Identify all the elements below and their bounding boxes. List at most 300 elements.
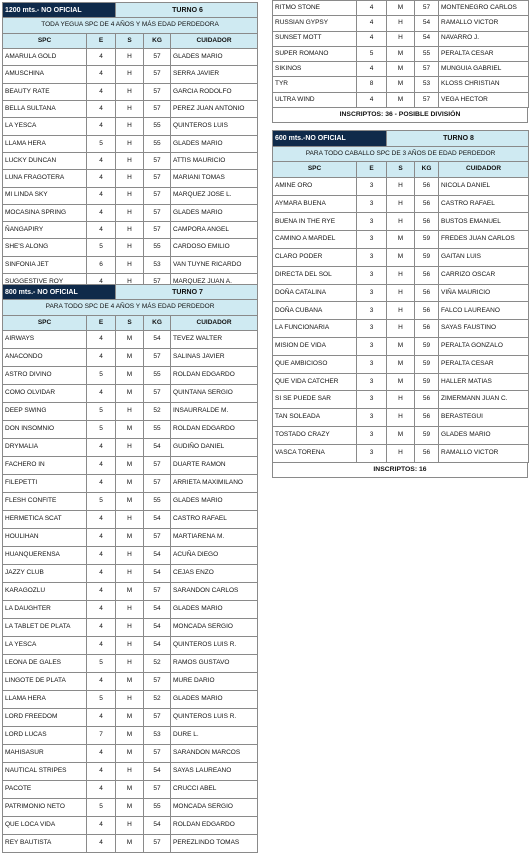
horse-name: AMARULA GOLD [3,49,87,66]
horse-name: REY BAUTISTA [3,835,87,853]
table-row [273,46,529,61]
trainer: SAYAS FAUSTINO [439,320,529,338]
sex: H [387,391,415,409]
race-continuation-rows [273,1,529,108]
horse-name: SUPER ROMANO [273,46,357,61]
horse-name: LORD LUCAS [3,727,87,745]
weight: 56 [415,302,439,320]
race-600-footer: INSCRIPTOS: 16 [272,463,528,478]
sex: M [387,46,415,61]
table-row [3,547,258,565]
race-600-turno: TURNO 8 [387,131,529,147]
table-row [273,337,529,355]
weight: 59 [415,355,439,373]
trainer: CASTRO RAFAEL [439,195,529,213]
trainer: CARDOSO EMILIO [171,239,258,256]
age: 4 [87,187,116,204]
trainer: SAYAS LAUREANO [171,763,258,781]
weight: 59 [415,248,439,266]
trainer: SARANDON CARLOS [171,583,258,601]
trainer: ACUÑA DIEGO [171,547,258,565]
table-row [273,31,529,46]
weight: 57 [144,709,171,727]
table-row [273,391,529,409]
horse-name: CLARO PODER [273,248,357,266]
sex: H [116,274,144,291]
age: 8 [357,77,387,92]
table-row [3,457,258,475]
weight: 54 [144,619,171,637]
weight: 56 [415,320,439,338]
table-row [3,403,258,421]
trainer: GLADES MARIO [439,426,529,444]
age: 4 [357,92,387,107]
sex: H [116,66,144,83]
sex: H [116,691,144,709]
horse-name: LORD FREEDOM [3,709,87,727]
trainer: DURE L. [171,727,258,745]
horse-name: DON INSOMNIO [3,421,87,439]
trainer: GLADES MARIO [171,691,258,709]
age: 4 [87,529,116,547]
race-600-rows [273,177,529,462]
weight: 57 [144,204,171,221]
age: 3 [357,391,387,409]
table-row [3,204,258,221]
sex: H [116,619,144,637]
sex: M [387,92,415,107]
table-row [273,444,529,462]
age: 4 [87,66,116,83]
age: 4 [357,31,387,46]
trainer: RAMALLO VICTOR [439,444,529,462]
sex: M [116,835,144,853]
age: 3 [357,177,387,195]
col-e: E [87,33,116,48]
sex: M [116,475,144,493]
weight: 56 [415,409,439,427]
sex: H [116,152,144,169]
weight: 53 [144,256,171,273]
age: 5 [87,239,116,256]
table-row [273,177,529,195]
age: 5 [87,493,116,511]
weight: 57 [144,66,171,83]
sex: M [116,457,144,475]
age: 4 [87,673,116,691]
weight: 54 [415,31,439,46]
weight: 57 [144,187,171,204]
age: 3 [357,195,387,213]
sex: H [116,547,144,565]
horse-name: BUENA IN THE RYE [273,213,357,231]
sex: H [387,302,415,320]
horse-name: DRYMALIA [3,439,87,457]
trainer: ROLDAN EDGARDO [171,367,258,385]
trainer: PERALTA CESAR [439,46,529,61]
weight: 57 [144,222,171,239]
sex: H [116,118,144,135]
sex: M [387,426,415,444]
trainer: SERRA JAVIER [171,66,258,83]
trainer: ATTIS MAURICIO [171,152,258,169]
col-e: E [87,315,116,330]
table-row [3,511,258,529]
race-1200-rows [3,49,258,291]
age: 3 [357,373,387,391]
sex: M [116,421,144,439]
weight: 57 [144,781,171,799]
weight: 57 [144,274,171,291]
table-row [273,426,529,444]
horse-name: FILEPETTI [3,475,87,493]
weight: 57 [144,529,171,547]
age: 4 [87,565,116,583]
sex: M [116,367,144,385]
trainer: GLADES MARIO [171,493,258,511]
col-e: E [357,162,387,177]
age: 4 [87,475,116,493]
table-row [3,583,258,601]
trainer: DUARTE RAMON [171,457,258,475]
weight: 57 [144,745,171,763]
sex: H [116,204,144,221]
weight: 54 [144,637,171,655]
weight: 55 [144,421,171,439]
weight: 57 [415,92,439,107]
horse-name: SINFONIA JET [3,256,87,273]
col-cuidador: CUIDADOR [171,33,258,48]
horse-name: HOULIHAN [3,529,87,547]
age: 4 [87,170,116,187]
horse-name: DOÑA CATALINA [273,284,357,302]
weight: 56 [415,213,439,231]
trainer: QUINTEROS LUIS R. [171,637,258,655]
table-row [3,135,258,152]
trainer: MARQUEZ JOSE L. [171,187,258,204]
race-1200-distance: 1200 mts.- NO OFICIAL [3,3,116,18]
trainer: PERALTA CESAR [439,355,529,373]
weight: 56 [415,177,439,195]
horse-name: DIRECTA DEL SOL [273,266,357,284]
weight: 53 [144,727,171,745]
age: 4 [87,152,116,169]
weight: 54 [144,763,171,781]
table-row [273,16,529,31]
table-row [273,195,529,213]
trainer: ROLDAN EDGARDO [171,421,258,439]
horse-name: MI LINDA SKY [3,187,87,204]
sex: H [116,763,144,781]
trainer: VAN TUYNE RICARDO [171,256,258,273]
weight: 57 [144,673,171,691]
col-cuidador: CUIDADOR [439,162,529,177]
horse-name: NAUTICAL STRIPES [3,763,87,781]
weight: 59 [415,337,439,355]
race-1200-subtitle: TODA YEGUA SPC DE 4 AÑOS Y MÁS EDAD PERDEDORA [3,18,258,33]
sex: H [387,266,415,284]
table-row [3,727,258,745]
horse-name: DOÑA CUBANA [273,302,357,320]
table-row [273,355,529,373]
horse-name: ULTRA WIND [273,92,357,107]
table-row [3,83,258,100]
weight: 57 [144,101,171,118]
weight: 52 [144,403,171,421]
age: 4 [87,601,116,619]
horse-name: RUSSIAN GYPSY [273,16,357,31]
horse-name: VASCA TORENA [273,444,357,462]
table-row [3,349,258,367]
horse-name: TAN SOLEADA [273,409,357,427]
trainer: MONCADA SERGIO [171,619,258,637]
race-600-distance: 600 mts.-NO OFICIAL [273,131,387,147]
age: 3 [357,409,387,427]
age: 7 [87,727,116,745]
horse-name: COMO OLVIDAR [3,385,87,403]
horse-name: TOSTADO CRAZY [273,426,357,444]
table-row [273,266,529,284]
sex: M [116,745,144,763]
trainer: QUINTEROS LUIS [171,118,258,135]
horse-name: LLAMA HERA [3,135,87,152]
horse-name: LUCKY DUNCAN [3,152,87,169]
trainer: HALLER MATIAS [439,373,529,391]
age: 4 [87,349,116,367]
weight: 59 [415,231,439,249]
sex: H [387,16,415,31]
age: 3 [357,320,387,338]
horse-name: TYR [273,77,357,92]
age: 4 [87,547,116,565]
horse-name: FACHERO IN [3,457,87,475]
col-kg: KG [415,162,439,177]
horse-name: LUNA FRAGOTERA [3,170,87,187]
table-row [273,373,529,391]
race-800-subtitle: PARA TODO SPC DE 4 AÑOS Y MÁS EDAD PERDEDOR [3,300,258,315]
horse-name: MISION DE VIDA [273,337,357,355]
trainer: ZIMERMANN JUAN C. [439,391,529,409]
horse-name: AMINE ORO [273,177,357,195]
weight: 55 [144,367,171,385]
col-s: S [116,315,144,330]
weight: 57 [144,457,171,475]
table-row [273,284,529,302]
weight: 57 [144,49,171,66]
horse-name: SUGGESTIVE ROY [3,274,87,291]
table-row [3,66,258,83]
table-row [3,601,258,619]
trainer: INSAURRALDE M. [171,403,258,421]
sex: H [387,284,415,302]
trainer: CARRIZO OSCAR [439,266,529,284]
age: 4 [87,118,116,135]
age: 4 [87,274,116,291]
table-row [273,62,529,77]
weight: 53 [415,77,439,92]
table-row [3,835,258,853]
trainer: ARRIETA MAXIMILANO [171,475,258,493]
weight: 56 [415,195,439,213]
sex: H [116,170,144,187]
race-1200-table [2,2,258,291]
horse-name: LA TABLET DE PLATA [3,619,87,637]
trainer: MARQUEZ JUAN A. [171,274,258,291]
horse-name: ASTRO DIVINO [3,367,87,385]
age: 4 [87,83,116,100]
age: 3 [357,284,387,302]
table-row [3,49,258,66]
age: 4 [87,745,116,763]
horse-name: QUE AMBICIOSO [273,355,357,373]
sex: H [387,177,415,195]
horse-name: FLESH CONFITE [3,493,87,511]
col-cuidador: CUIDADOR [171,315,258,330]
table-row [3,170,258,187]
weight: 54 [144,817,171,835]
trainer: SALINAS JAVIER [171,349,258,367]
weight: 57 [415,1,439,16]
age: 4 [87,637,116,655]
sex: H [116,403,144,421]
sex: M [387,355,415,373]
race-800-rows [3,331,258,853]
trainer: GAITAN LUIS [439,248,529,266]
age: 5 [87,655,116,673]
table-row [273,92,529,107]
trainer: GUDIÑO DANIEL [171,439,258,457]
sex: M [387,77,415,92]
weight: 55 [144,493,171,511]
table-row [3,691,258,709]
weight: 57 [144,170,171,187]
col-spc: SPC [3,315,87,330]
age: 4 [87,101,116,118]
weight: 57 [144,152,171,169]
age: 4 [357,16,387,31]
weight: 54 [415,16,439,31]
horse-name: CAMINO A MARDEL [273,231,357,249]
horse-name: AIRWAYS [3,331,87,349]
sex: M [116,493,144,511]
race-800-turno: TURNO 7 [116,285,258,300]
table-row [3,799,258,817]
age: 6 [87,256,116,273]
table-row [273,320,529,338]
horse-name: MAHISASUR [3,745,87,763]
sex: H [116,256,144,273]
sex: H [387,444,415,462]
table-row [3,781,258,799]
table-row [273,231,529,249]
sex: M [116,385,144,403]
trainer: GLADES MARIO [171,49,258,66]
age: 4 [87,709,116,727]
sex: M [116,349,144,367]
horse-name: SHE'S ALONG [3,239,87,256]
sex: M [116,727,144,745]
sex: M [387,248,415,266]
table-row [3,385,258,403]
trainer: GARCIA RODOLFO [171,83,258,100]
trainer: PERALTA GONZALO [439,337,529,355]
horse-name: DEEP SWING [3,403,87,421]
sex: H [116,439,144,457]
horse-name: ANACONDO [3,349,87,367]
sex: M [387,231,415,249]
table-row [3,439,258,457]
sex: H [387,195,415,213]
trainer: GLADES MARIO [171,601,258,619]
table-row [3,529,258,547]
weight: 57 [144,83,171,100]
horse-name: RITMO STONE [273,1,357,16]
sex: H [116,565,144,583]
age: 5 [87,421,116,439]
table-row [273,248,529,266]
trainer: MURE DARIO [171,673,258,691]
age: 4 [87,457,116,475]
trainer: BERASTEGUI [439,409,529,427]
horse-name: AMUSCHINA [3,66,87,83]
horse-name: LA YESCA [3,637,87,655]
race-continuation-block [272,0,529,123]
race-600-subtitle: PARA TODO CABALLO SPC DE 3 AÑOS DE EDAD PERDEDOR [273,147,529,162]
age: 5 [357,46,387,61]
horse-name: JAZZY CLUB [3,565,87,583]
age: 4 [87,385,116,403]
trainer: ROLDAN EDGARDO [171,817,258,835]
trainer: RAMOS GUSTAVO [171,655,258,673]
table-row [3,673,258,691]
weight: 57 [144,835,171,853]
sex: H [116,511,144,529]
trainer: NICOLA DANIEL [439,177,529,195]
horse-name: PACOTE [3,781,87,799]
horse-name: LLAMA HERA [3,691,87,709]
weight: 52 [144,691,171,709]
sex: H [116,101,144,118]
col-spc: SPC [273,162,357,177]
trainer: SARANDON MARCOS [171,745,258,763]
age: 4 [87,583,116,601]
age: 3 [357,213,387,231]
trainer: VEGA HECTOR [439,92,529,107]
sex: H [387,409,415,427]
horse-name: LEONA DE GALES [3,655,87,673]
trainer: GLADES MARIO [171,204,258,221]
horse-name: HERMETICA SCAT [3,511,87,529]
weight: 54 [144,565,171,583]
weight: 57 [415,62,439,77]
age: 4 [87,835,116,853]
sex: M [387,337,415,355]
table-row [3,239,258,256]
sex: M [387,1,415,16]
sex: H [116,601,144,619]
sex: H [116,655,144,673]
horse-name: ÑANGAPIRY [3,222,87,239]
trainer: CEJAS ENZO [171,565,258,583]
col-spc: SPC [3,33,87,48]
horse-name: SIKINOS [273,62,357,77]
table-row [3,331,258,349]
table-row [273,77,529,92]
table-row [3,367,258,385]
weight: 54 [144,331,171,349]
age: 5 [87,135,116,152]
weight: 54 [144,511,171,529]
